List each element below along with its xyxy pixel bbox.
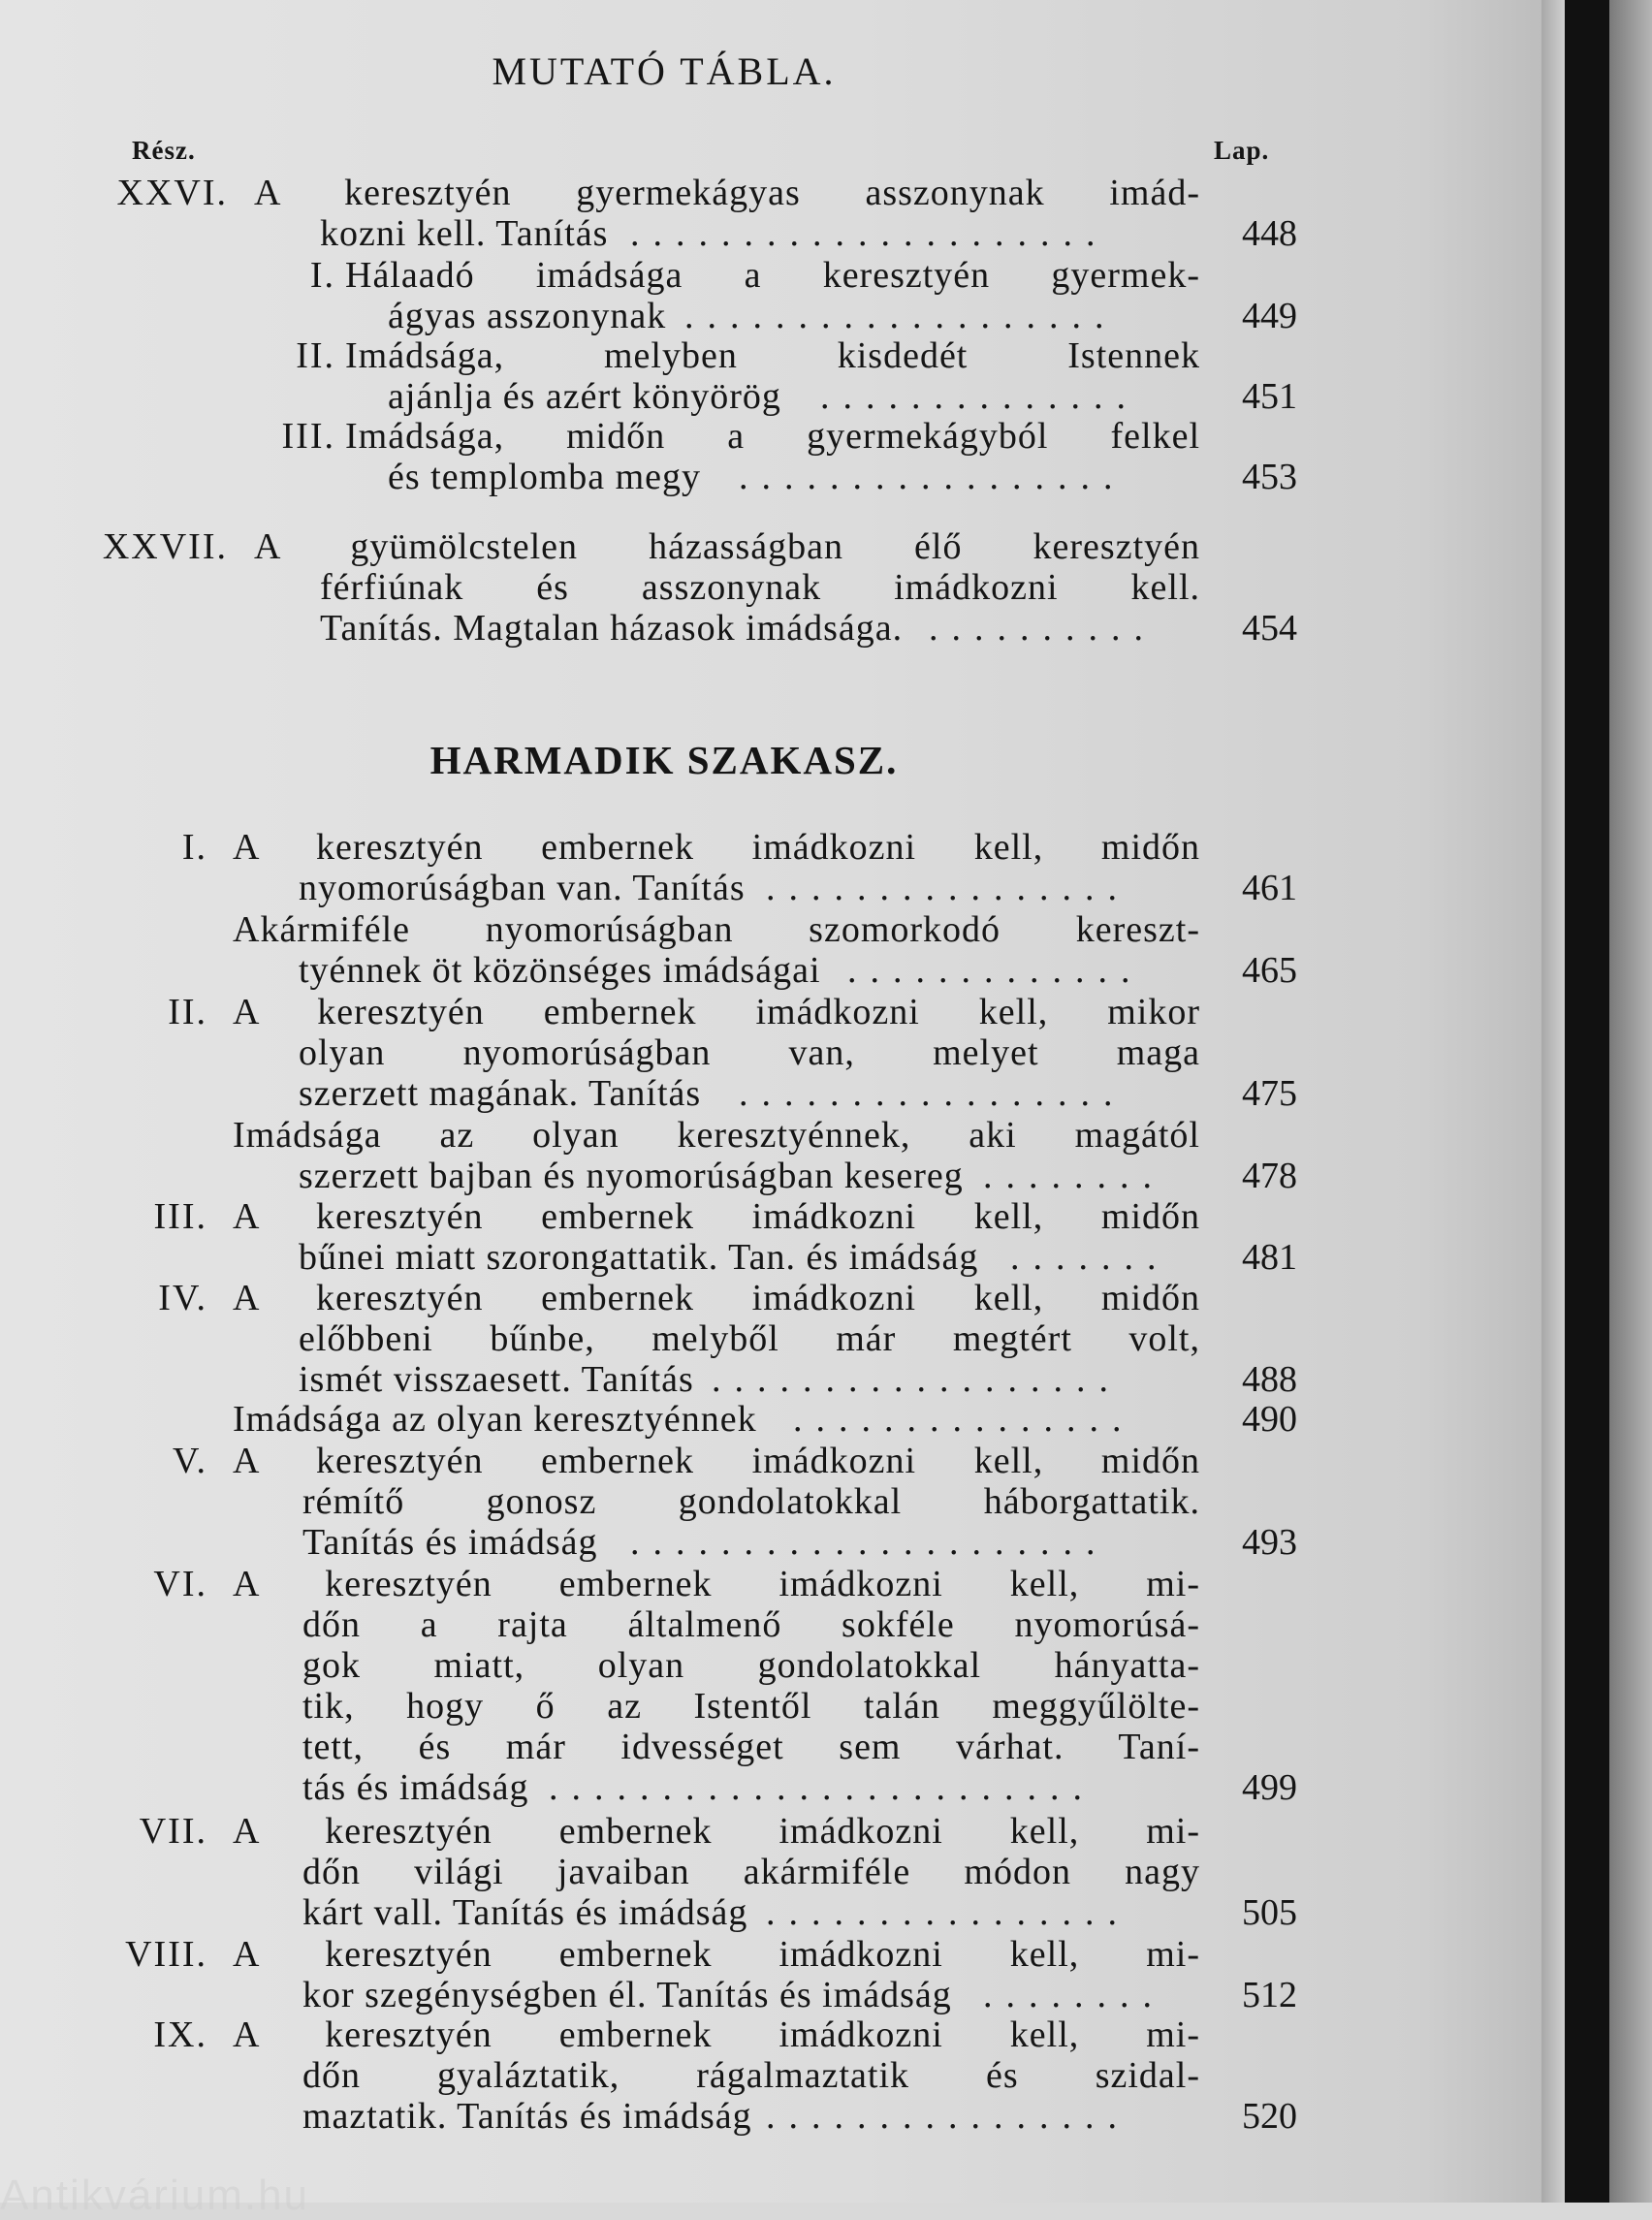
toc-entry-line: és templomba megy xyxy=(388,457,702,497)
toc-page-number: 505 xyxy=(1242,1892,1297,1933)
book-binding xyxy=(1565,0,1609,2203)
toc-entry-line: A keresztyén embernek imádkozni kell, midőn xyxy=(233,1441,1200,1481)
leader-dots: ............... xyxy=(793,1399,1135,1440)
toc-page-number: 481 xyxy=(1242,1237,1297,1278)
toc-page-number: 453 xyxy=(1242,457,1297,497)
toc-entry-line: tás és imádság xyxy=(302,1767,529,1808)
leader-dots: ................... xyxy=(684,296,1118,336)
toc-entry-line: dőn a rajta általmenő sokféle nyomorúsá- xyxy=(302,1604,1200,1645)
toc-entry-line: tyénnek öt közönséges imádságai xyxy=(299,950,821,991)
page-title: MUTATÓ TÁBLA. xyxy=(492,49,837,93)
column-header-page: Lap. xyxy=(1214,136,1270,165)
toc-entry-line: rémítő gonosz gondolatokkal háborgattatik. xyxy=(302,1481,1200,1522)
toc-page-number: 499 xyxy=(1242,1767,1297,1808)
toc-entry-number: VI. xyxy=(153,1564,207,1604)
toc-entry-line: A keresztyén embernek imádkozni kell, mi- xyxy=(233,1564,1200,1604)
leader-dots: ............. xyxy=(847,950,1144,991)
toc-page-number: 520 xyxy=(1242,2096,1297,2137)
toc-entry-number: III. xyxy=(153,1196,207,1237)
toc-entry-number: III. xyxy=(281,416,335,457)
toc-entry-number: VIII. xyxy=(125,1934,207,1975)
toc-entry-line: A keresztyén embernek imádkozni kell, midőn xyxy=(233,827,1200,868)
toc-entry-line: Akármiféle nyomorúságban szomorkodó kereszt- xyxy=(233,909,1200,950)
leader-dots: ..................... xyxy=(630,213,1109,254)
toc-entry-line: dőn világi javaiban akármiféle módon nagy xyxy=(302,1852,1200,1892)
toc-page-number: 461 xyxy=(1242,868,1297,908)
toc-entry-number: I. xyxy=(181,827,207,868)
toc-entry-line: kárt vall. Tanítás és imádság xyxy=(302,1892,748,1933)
leader-dots: .................. xyxy=(712,1359,1122,1400)
leader-dots: ................ xyxy=(766,1892,1130,1933)
toc-page-number: 478 xyxy=(1242,1156,1297,1196)
toc-entry-line: A keresztyén embernek imádkozni kell, midőn xyxy=(233,1196,1200,1237)
toc-entry-line: Tanítás és imádság xyxy=(302,1522,598,1563)
toc-page-number: 448 xyxy=(1242,213,1297,254)
leader-dots: ................. xyxy=(739,457,1127,497)
toc-entry-number: XXVII. xyxy=(102,526,228,567)
toc-entry-line: kor szegénységben él. Tanítás és imádság xyxy=(302,1975,952,2015)
toc-entry-line: előbbeni bűnbe, melyből már megtért volt, xyxy=(299,1318,1200,1359)
toc-entry-line: A keresztyén embernek imádkozni kell, midőn xyxy=(233,1278,1200,1318)
toc-page-number: 490 xyxy=(1242,1399,1297,1440)
toc-entry-line: A gyümölcstelen házasságban élő keresztyén xyxy=(254,526,1200,567)
toc-page-number: 512 xyxy=(1242,1975,1297,2015)
toc-entry-line: A keresztyén embernek imádkozni kell, mikor xyxy=(233,992,1200,1032)
toc-entry-line: A keresztyén gyermekágyas asszonynak imád- xyxy=(254,173,1200,213)
toc-entry-line: ajánlja és azért könyörög xyxy=(388,376,781,417)
toc-entry-line: Imádsága, melyben kisdedét Istennek xyxy=(345,335,1200,376)
toc-entry-line: A keresztyén embernek imádkozni kell, mi- xyxy=(233,1934,1200,1975)
leader-dots: ........ xyxy=(983,1156,1165,1196)
toc-entry-line: férfiúnak és asszonynak imádkozni kell. xyxy=(320,567,1200,608)
toc-entry-line: szerzett bajban és nyomorúságban kesereg xyxy=(299,1156,964,1196)
toc-entry-line: Hálaadó imádsága a keresztyén gyermek- xyxy=(345,255,1200,296)
leader-dots: ................ xyxy=(766,2096,1130,2137)
toc-page-number: 488 xyxy=(1242,1359,1297,1400)
toc-page-number: 454 xyxy=(1242,608,1297,649)
toc-entry-line: bűnei miatt szorongattatik. Tan. és imádság xyxy=(299,1237,979,1278)
toc-entry-line: A keresztyén embernek imádkozni kell, mi- xyxy=(233,2014,1200,2055)
toc-entry-line: A keresztyén embernek imádkozni kell, mi- xyxy=(233,1811,1200,1852)
leader-dots: .......... xyxy=(929,608,1157,649)
toc-entry-line: ismét visszaesett. Tanítás xyxy=(299,1359,694,1400)
leader-dots: .............. xyxy=(820,376,1139,417)
toc-page-number: 451 xyxy=(1242,376,1297,417)
page-edge xyxy=(1541,0,1565,2203)
toc-entry-number: IV. xyxy=(158,1278,207,1318)
toc-entry-number: XXVI. xyxy=(116,173,228,213)
toc-entry-line: dőn gyaláztatik, rágalmaztatik és szidal- xyxy=(302,2055,1200,2096)
toc-entry-number: II. xyxy=(168,992,207,1032)
section-heading: HARMADIK SZAKASZ. xyxy=(429,738,899,782)
toc-entry-number: V. xyxy=(172,1441,207,1481)
leader-dots: ........................ xyxy=(549,1767,1096,1808)
watermark: Antikvárium.hu xyxy=(0,2172,310,2219)
toc-entry-line: maztatik. Tanítás és imádság xyxy=(302,2096,752,2137)
toc-entry-number: IX. xyxy=(153,2014,207,2055)
toc-entry-line: kozni kell. Tanítás xyxy=(320,213,609,254)
toc-entry-line: Imádsága az olyan keresztyénnek, aki magától xyxy=(233,1115,1200,1156)
toc-page-number: 475 xyxy=(1242,1073,1297,1114)
toc-entry-number: II. xyxy=(296,335,335,376)
toc-entry-line: tett, és már idvességet sem várhat. Taní- xyxy=(302,1727,1200,1767)
toc-page-number: 493 xyxy=(1242,1522,1297,1563)
toc-entry-number: I. xyxy=(309,255,335,296)
toc-entry-line: tik, hogy ő az Istentől talán meggyűlölte- xyxy=(302,1686,1200,1727)
toc-entry-line: olyan nyomorúságban van, melyet maga xyxy=(299,1032,1200,1073)
leader-dots: ................. xyxy=(739,1073,1127,1114)
leader-dots: ....... xyxy=(1010,1237,1170,1278)
column-header-part: Rész. xyxy=(132,136,196,165)
cover-edge xyxy=(1609,0,1652,2203)
toc-entry-line: nyomorúságban van. Tanítás xyxy=(299,868,746,908)
toc-entry-line: Tanítás. Magtalan házasok imádsága. xyxy=(320,608,904,649)
toc-entry-line: Imádsága az olyan keresztyénnek xyxy=(233,1399,757,1440)
toc-entry-line: Imádsága, midőn a gyermekágyból felkel xyxy=(345,416,1200,457)
toc-page-number: 465 xyxy=(1242,950,1297,991)
toc-page-number: 449 xyxy=(1242,296,1297,336)
toc-entry-number: VII. xyxy=(139,1811,207,1852)
toc-entry-line: ágyas asszonynak xyxy=(388,296,667,336)
toc-entry-line: gok miatt, olyan gondolatokkal hányatta- xyxy=(302,1645,1200,1686)
leader-dots: ........ xyxy=(983,1975,1165,2015)
toc-entry-line: szerzett magának. Tanítás xyxy=(299,1073,702,1114)
leader-dots: ................ xyxy=(766,868,1130,908)
leader-dots: ..................... xyxy=(630,1522,1109,1563)
